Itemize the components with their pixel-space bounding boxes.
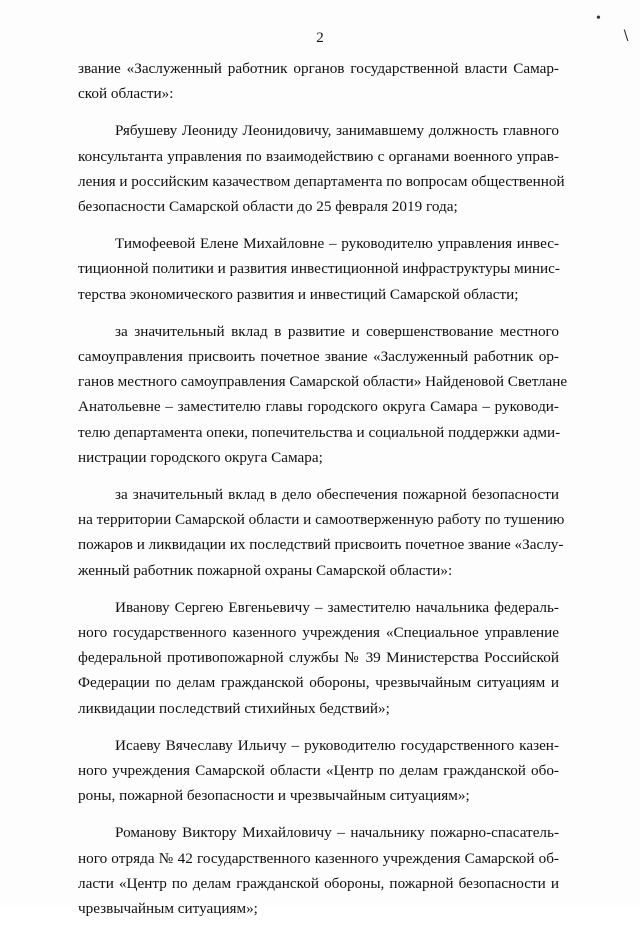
text-line: ганов местного самоуправления Самарской области» Найденовой Светлане [78,373,568,391]
page-number: 2 [316,30,324,46]
text-line: за значительный вклад в развитие и совершенствование местного [115,322,559,340]
text-line: ской области»: [78,85,174,103]
paragraph-isaev [78,733,559,809]
text-line: Анатольевне – заместителю главы городского округа Самара – руководи- [78,398,559,416]
text-line: самоуправления присвоить почетное звание «Заслуженный работник ор- [78,348,559,366]
text-line: ликвидации последствий стихийных бедствий»; [78,699,390,717]
text-line: женный работник пожарной охраны Самарской области»: [78,561,453,579]
text-line: ласти «Центр по делам гражданской обороны, пожарной безопасности и [78,874,559,892]
text-line: на территории Самарской области и самоотверженную работу по тушению [78,511,565,529]
text-line: звание «Заслуженный работник органов государственной власти Самар- [78,60,559,77]
text-line: ления и российским казачеством департамента по вопросам общественной [78,172,565,190]
paragraph-fire-safety-award [78,482,565,583]
text-line: безопасности Самарской области до 25 февраля 2019 года; [78,198,458,216]
paragraph-romanov [78,820,559,921]
text-line: тиционной политики и развития инвестиционной инфраструктуры минис- [78,260,560,278]
text-line: роны, пожарной безопасности и чрезвычайным ситуациям»; [78,787,470,805]
scan-mark: ∖ [621,29,630,44]
text-line: ного учреждения Самарской области «Центр по делам гражданской обо- [78,762,559,780]
scan-mark: • [596,11,601,26]
text-line: федеральной противопожарной службы № 39 Министерства Российской [78,649,559,667]
text-line: пожаров и ликвидации их последствий присвоить почетное звание «Заслу- [78,536,564,554]
text-line: консультанта управления по взаимодействию с органами военного управ- [78,147,559,165]
paragraph-ivanov [78,595,559,721]
paragraph-local-government-award [78,319,568,470]
text-line: Исаеву Вячеславу Ильичу – руководителю государственного казен- [115,736,559,754]
paragraph-timofeeva [78,231,559,307]
paragraph-award-title-cont [78,56,559,106]
paragraph-ryabushev [78,118,565,219]
text-line: терства экономического развития и инвестиций Самарской области; [78,285,519,303]
text-line: чрезвычайным ситуациям»; [78,900,258,918]
text-line: ного отряда № 42 государственного казенного учреждения Самарской об- [78,849,559,867]
text-line: Рябушеву Леониду Леонидовичу, занимавшему должность главного [115,122,559,140]
text-line: Иванову Сергею Евгеньевичу – заместителю начальника федераль- [115,598,559,616]
text-line: нистрации городского округа Самара; [78,448,323,466]
text-line: за значительный вклад в дело обеспечения пожарной безопасности [115,486,559,504]
text-line: ного государственного казенного учреждения «Специальное управление [78,624,559,642]
document-body [78,56,568,933]
text-line: Федерации по делам гражданской обороны, чрезвычайным ситуациям и [78,674,559,692]
text-line: Романову Виктору Михайловичу – начальнику пожарно-спасатель- [115,824,559,842]
text-line: Тимофеевой Елене Михайловне – руководителю управления инвес- [115,235,559,253]
text-line: телю департамента опеки, попечительства и социальной поддержки адми- [78,423,561,441]
